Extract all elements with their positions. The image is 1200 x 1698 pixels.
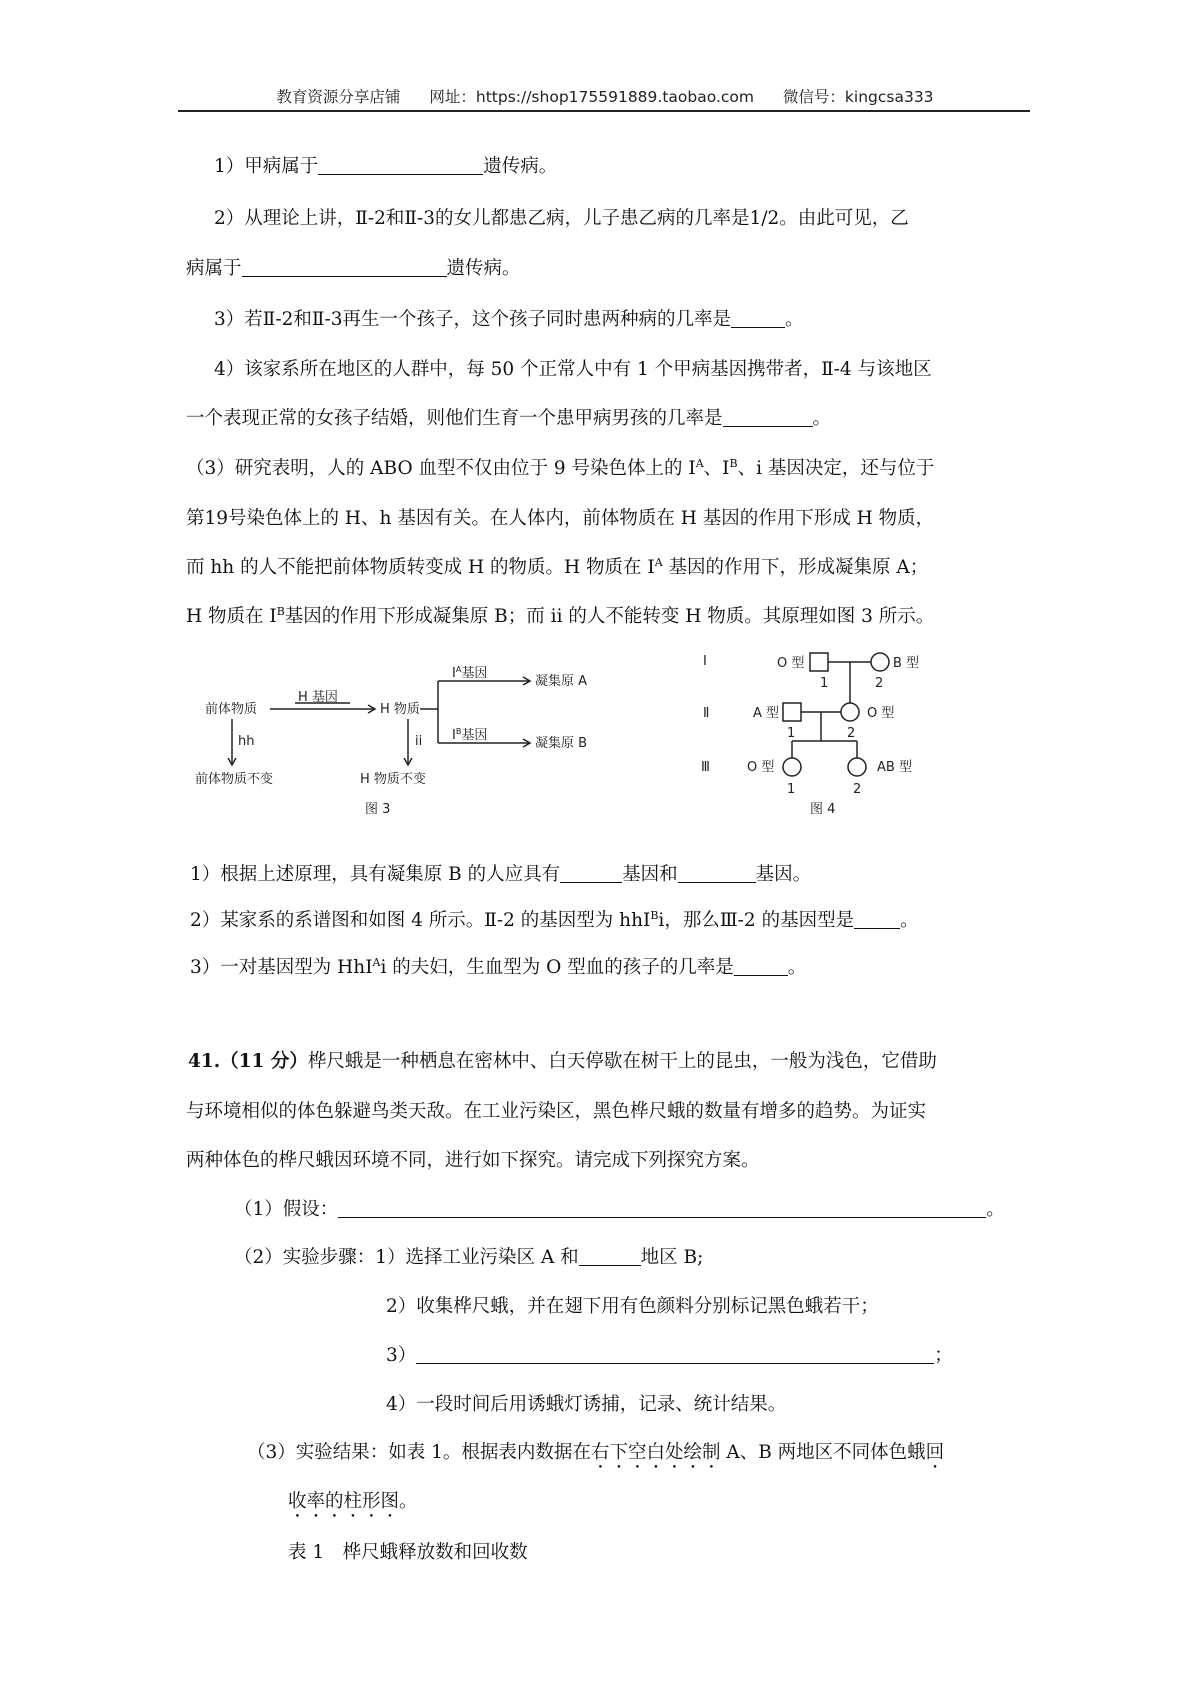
part3-intro-line1	[186, 454, 934, 480]
fig3-h-gene: H 基因	[298, 690, 338, 705]
fig3-agglutinogen-a: 凝集原 A	[535, 674, 588, 689]
figure-3-diagram	[190, 645, 630, 825]
q41-steps-label: （2）实验步骤：1）选择工业污染区 A 和	[234, 1247, 579, 1268]
q-3-3	[190, 953, 806, 979]
q41-result-emph: 收率的柱形图	[288, 1491, 400, 1512]
sup-a: A	[372, 956, 381, 969]
ii2-num: 2	[847, 726, 856, 741]
ii2-type: O 型	[867, 706, 895, 721]
header-rule	[178, 110, 1030, 112]
q-3-1-suffix: 基因。	[755, 864, 812, 885]
q41-result-suffix: 。	[399, 1491, 418, 1512]
q-2-2-suffix: 遗传病。	[446, 258, 521, 279]
ii1-num: 1	[787, 726, 796, 741]
iii2-female	[848, 758, 866, 776]
q41-result-line1	[247, 1438, 944, 1473]
q41-intro-line2: 与环境相似的体色躲避鸟类天敌。在工业污染区，黑色桦尺蛾的数量有增多的趋势。为证实	[186, 1101, 927, 1122]
fig4-caption: 图 4	[810, 802, 836, 817]
i2-female	[871, 653, 889, 671]
q41-step3-label: 3）	[386, 1345, 417, 1366]
ii1-type: A 型	[753, 706, 780, 721]
q41-step2: 2）收集桦尺蛾，并在翅下用有色颜料分别标记黑色蛾若干；	[386, 1296, 879, 1317]
q41-step3	[386, 1341, 953, 1367]
i2-num: 2	[875, 676, 884, 691]
part3-intro-line4	[186, 602, 934, 628]
answer-blank[interactable]	[678, 864, 756, 883]
q41-result-emph: 右下空白处绘制	[590, 1442, 721, 1463]
answer-blank[interactable]	[854, 910, 900, 929]
q-3-2	[190, 906, 919, 932]
header-shop: 教育资源分享店铺	[276, 88, 401, 106]
answer-blank[interactable]	[731, 309, 785, 328]
table-1-caption: 表 1 桦尺蛾释放数和回收数	[288, 1542, 528, 1563]
q41-intro-line3: 两种体色的桦尺蛾因环境不同，进行如下探究。请完成下列探究方案。	[186, 1150, 760, 1171]
q41-hypothesis	[234, 1195, 1005, 1221]
q-2-4-prefix: 一个表现正常的女孩子结婚，则他们生育一个患甲病男孩的几率是	[186, 408, 723, 429]
part3-intro-line3	[186, 553, 928, 579]
fig3-agglutinogen-b: 凝集原 B	[535, 736, 588, 751]
part3-intro-line2: 第19号染色体上的 H、h 基因有关。在人体内，前体物质在 H 基因的作用下形成 H 物质，	[186, 508, 935, 529]
q41-steps	[234, 1243, 703, 1269]
q-2-1	[214, 152, 557, 178]
iii2-num: 2	[853, 782, 862, 797]
q41-step3-suffix: ；	[934, 1345, 953, 1366]
gen-2-label: Ⅱ	[703, 706, 710, 721]
i2-type: B 型	[893, 656, 920, 671]
q41-result-text: A、B 两地区不同体色蛾	[720, 1442, 926, 1463]
figure-4-pedigree	[695, 645, 955, 825]
q-3-3-mid: i 的夫妇，生血型为 O 型血的孩子的几率是	[380, 957, 734, 978]
intro-text: H 物质在 I	[186, 606, 277, 627]
fig3-hh: hh	[238, 734, 255, 749]
q-2-1-suffix: 遗传病。	[483, 156, 558, 177]
fig3-caption: 图 3	[365, 802, 391, 817]
sup-b: B	[729, 457, 738, 470]
intro-text: 基因的作用下形成凝集原 B；而 ii 的人不能转变 H 物质。其原理如图 3 所示。	[284, 606, 935, 627]
iii1-type: O 型	[747, 760, 775, 775]
q41-result-line2	[288, 1487, 418, 1522]
q41-result-emph: 回	[925, 1442, 945, 1463]
fig3-h-unchanged: H 物质不变	[360, 772, 426, 787]
q-2-2-line1: 2）从理论上讲，Ⅱ-2和Ⅱ-3的女儿都患乙病，儿子患乙病的几率是1/2。由此可见，乙	[214, 208, 909, 229]
fig3-ib-gene: $I^B$基因	[452, 727, 488, 743]
gen-3-label: Ⅲ	[701, 760, 710, 775]
q-2-2-line2	[186, 254, 521, 280]
q41-result-text: （3）实验结果：如表 1。根据表内数据在	[247, 1442, 591, 1463]
fig3-precursor-unchanged: 前体物质不变	[195, 772, 274, 787]
ii1-male	[783, 703, 801, 721]
answer-blank[interactable]	[416, 1345, 934, 1364]
q41-hyp-suffix: 。	[986, 1199, 1005, 1220]
q-3-2-mid: i，那么Ⅲ-2 的基因型是	[658, 910, 855, 931]
sup-a: A	[654, 556, 663, 569]
answer-blank[interactable]	[338, 1199, 986, 1218]
intro-text: 基因的作用下，形成凝集原 A；	[662, 557, 929, 578]
intro-text: 、I	[703, 458, 730, 479]
q-3-1-text: 1）根据上述原理，具有凝集原 B 的人应具有	[190, 864, 561, 885]
q-2-3	[214, 305, 803, 331]
sup-a: A	[695, 457, 704, 470]
q41-number: 41.（11 分）	[188, 1051, 308, 1072]
q-2-3-suffix: 。	[784, 309, 804, 330]
ii2-female	[841, 703, 859, 721]
q-3-1-mid: 基因和	[622, 864, 678, 885]
sup-b: B	[650, 909, 659, 922]
q41-steps-suffix: 地区 B;	[640, 1247, 704, 1268]
q41-intro-line1	[188, 1047, 937, 1073]
q41-intro: 桦尺蛾是一种栖息在密林中、白天停歇在树干上的昆虫，一般为浅色，它借助	[307, 1051, 937, 1072]
page-header	[180, 85, 1030, 107]
header-url[interactable]: 网址：https://shop175591889.taobao.com	[429, 88, 754, 106]
q-3-3-text: 3）一对基因型为 HhI	[190, 957, 373, 978]
answer-blank[interactable]	[579, 1247, 641, 1266]
answer-blank[interactable]	[318, 156, 483, 175]
q41-step4: 4）一段时间后用诱蛾灯诱捕，记录、统计结果。	[386, 1394, 787, 1415]
answer-blank[interactable]	[734, 957, 788, 976]
iii2-type: AB 型	[877, 760, 912, 775]
iii1-female	[783, 758, 801, 776]
q-2-4-line2	[186, 404, 831, 430]
q-2-1-text: 1）甲病属于	[214, 156, 319, 177]
sup-b: B	[276, 605, 285, 618]
intro-text: 、i 基因决定，还与位于	[737, 458, 935, 479]
iii1-num: 1	[787, 782, 796, 797]
intro-text: （3）研究表明，人的 ABO 血型不仅由位于 9 号染色体上的 I	[186, 458, 696, 479]
q-2-2-prefix: 病属于	[186, 258, 242, 279]
intro-text: 而 hh 的人不能把前体物质转变成 H 的物质。H 物质在 I	[186, 557, 655, 578]
fig3-h-substance: H 物质	[380, 702, 420, 717]
q-2-4-line1: 4）该家系所在地区的人群中，每 50 个正常人中有 1 个甲病基因携带者，Ⅱ-4 与该地区	[214, 359, 932, 380]
q-3-2-text: 2）某家系的系谱图和如图 4 所示。Ⅱ-2 的基因型为 hhI	[190, 910, 651, 931]
i1-num: 1	[820, 676, 829, 691]
fig3-precursor: 前体物质	[205, 702, 258, 717]
answer-blank[interactable]	[723, 408, 813, 427]
q-2-3-text: 3）若Ⅱ-2和Ⅱ-3再生一个孩子，这个孩子同时患两种病的几率是	[214, 309, 731, 330]
gen-1-label: Ⅰ	[703, 654, 707, 669]
header-wechat: 微信号：kingcsa333	[782, 88, 934, 106]
fig3-ia-gene: $I^A$基因	[452, 665, 488, 681]
q41-hyp-label: （1）假设：	[234, 1199, 339, 1220]
fig3-ii: ii	[415, 734, 423, 749]
q-3-2-suffix: 。	[900, 910, 919, 931]
q-3-3-suffix: 。	[787, 957, 807, 978]
q-3-1	[190, 860, 811, 886]
answer-blank[interactable]	[560, 864, 622, 883]
q-2-4-suffix: 。	[812, 408, 832, 429]
i1-type: O 型	[777, 656, 805, 671]
answer-blank[interactable]	[242, 258, 447, 277]
i1-male	[810, 653, 828, 671]
